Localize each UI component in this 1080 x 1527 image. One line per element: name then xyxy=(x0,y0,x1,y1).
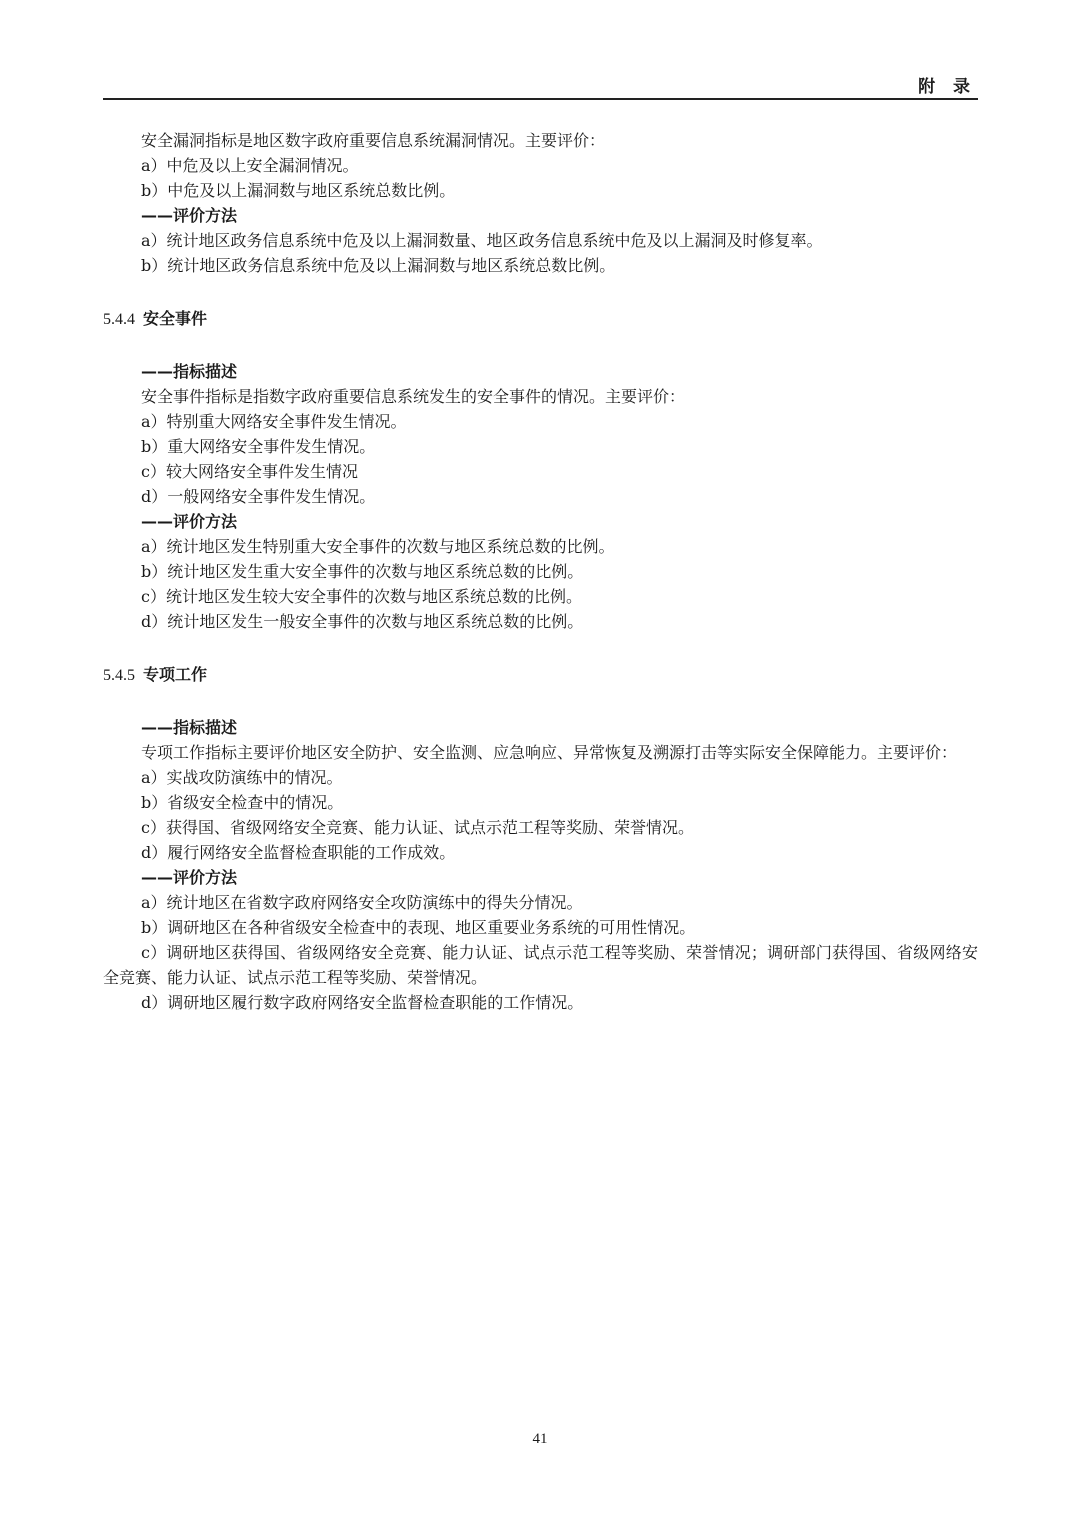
list-item: a）统计地区政务信息系统中危及以上漏洞数量、地区政务信息系统中危及以上漏洞及时修复率。 xyxy=(141,231,823,250)
desc-heading: ——指标描述 xyxy=(141,718,238,737)
section-intro: 专项工作指标主要评价地区安全防护、安全监测、应急响应、异常恢复及溯源打击等实际安全保障能力。主要评价： xyxy=(141,743,958,762)
list-item: a）统计地区发生特别重大安全事件的次数与地区系统总数的比例。 xyxy=(141,537,615,556)
list-item: c）获得国、省级网络安全竞赛、能力认证、试点示范工程等奖励、荣誉情况。 xyxy=(141,818,694,837)
header-divider xyxy=(103,98,978,100)
section-number: 5.4.5 xyxy=(103,667,135,684)
list-item: d）履行网络安全监督检查职能的工作成效。 xyxy=(141,843,456,862)
method-heading: ——评价方法 xyxy=(141,868,238,887)
list-item: c）调研地区获得国、省级网络安全竞赛、能力认证、试点示范工程等奖励、荣誉情况；调研部门获得国、省级网络安全竞赛、能力认证、试点示范工程等奖励、荣誉情况。 xyxy=(103,943,978,987)
section-heading-5-4-4 xyxy=(103,306,978,332)
list-item: b）中危及以上漏洞数与地区系统总数比例。 xyxy=(141,181,456,200)
header-title: 附 录 xyxy=(918,77,976,97)
list-item: d）一般网络安全事件发生情况。 xyxy=(141,487,376,506)
list-item: a）特别重大网络安全事件发生情况。 xyxy=(141,412,407,431)
list-item: b）统计地区发生重大安全事件的次数与地区系统总数的比例。 xyxy=(141,562,584,581)
list-item: b）重大网络安全事件发生情况。 xyxy=(141,437,376,456)
section-number: 5.4.4 xyxy=(103,311,135,328)
desc-heading: ——指标描述 xyxy=(141,362,238,381)
page-number: 41 xyxy=(532,1431,548,1447)
list-item: d）统计地区发生一般安全事件的次数与地区系统总数的比例。 xyxy=(141,612,584,631)
method-heading: ——评价方法 xyxy=(141,512,238,531)
list-item: b）统计地区政务信息系统中危及以上漏洞数与地区系统总数比例。 xyxy=(141,256,616,275)
document-body xyxy=(103,128,978,1015)
list-item: a）实战攻防演练中的情况。 xyxy=(141,768,343,787)
section-heading-5-4-5 xyxy=(103,662,978,688)
method-heading: ——评价方法 xyxy=(141,206,238,225)
list-item: a）中危及以上安全漏洞情况。 xyxy=(141,156,359,175)
vuln-intro: 安全漏洞指标是地区数字政府重要信息系统漏洞情况。主要评价： xyxy=(141,131,606,150)
list-item: d）调研地区履行数字政府网络安全监督检查职能的工作情况。 xyxy=(141,993,584,1012)
list-item: a）统计地区在省数字政府网络安全攻防演练中的得失分情况。 xyxy=(141,893,583,912)
list-item: b）调研地区在各种省级安全检查中的表现、地区重要业务系统的可用性情况。 xyxy=(141,918,696,937)
list-item: c）统计地区发生较大安全事件的次数与地区系统总数的比例。 xyxy=(141,587,582,606)
section-intro: 安全事件指标是指数字政府重要信息系统发生的安全事件的情况。主要评价： xyxy=(141,387,686,406)
section-title: 专项工作 xyxy=(143,665,208,684)
list-item: b）省级安全检查中的情况。 xyxy=(141,793,344,812)
section-title: 安全事件 xyxy=(143,309,208,328)
list-item: c）较大网络安全事件发生情况 xyxy=(141,462,358,481)
